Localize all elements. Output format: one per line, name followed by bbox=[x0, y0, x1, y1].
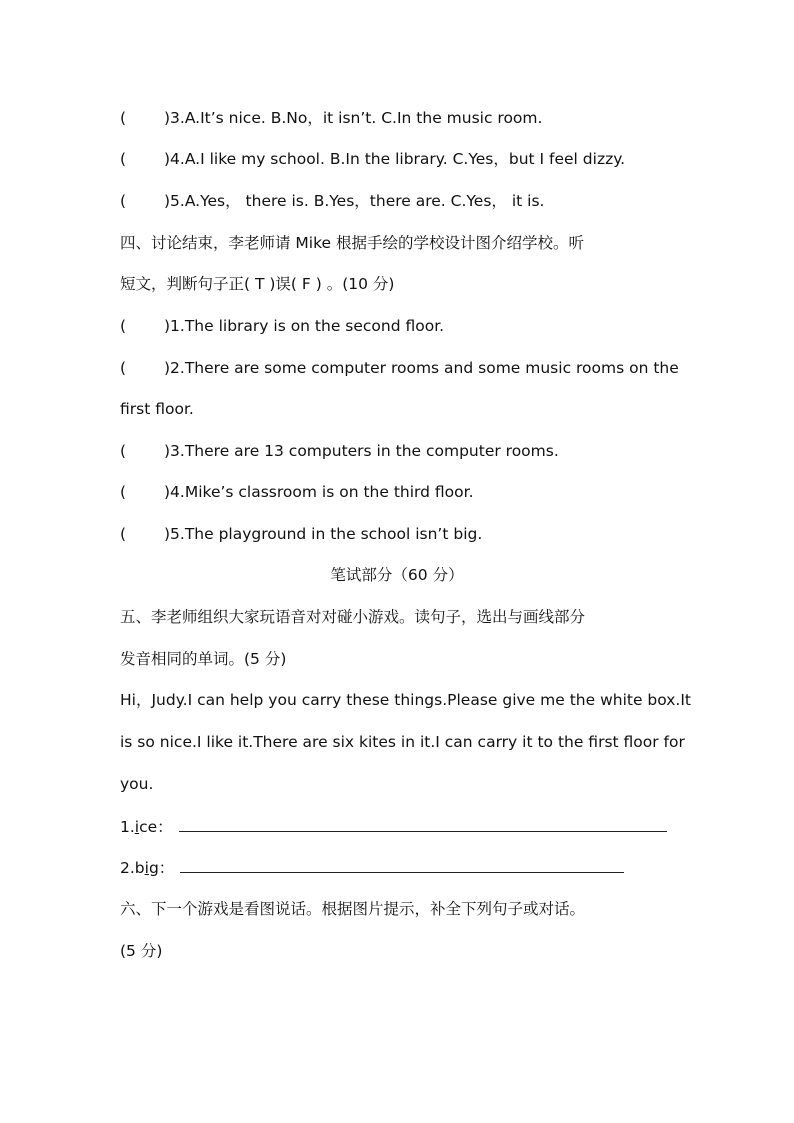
tf-item-2-continued bbox=[120, 398, 680, 420]
underlined-letter: i bbox=[144, 859, 149, 877]
tf-item-3 bbox=[120, 440, 680, 462]
section5-heading-line2: 发音相同的单词。(5 分) bbox=[120, 650, 287, 668]
answer-paren[interactable]: ( bbox=[120, 442, 127, 460]
tf-item-4 bbox=[120, 481, 680, 503]
item-text: )5.The playground in the school isn’t big. bbox=[164, 525, 483, 543]
answer-paren[interactable]: ( bbox=[120, 317, 127, 335]
item-text: )4.Mike’s classroom is on the third floor. bbox=[164, 483, 474, 501]
passage-line-1: Hi，Judy.I can help you carry these things.Please give me the white box.It bbox=[120, 691, 692, 709]
tf-item-1 bbox=[120, 315, 680, 337]
question-number: 1. bbox=[120, 818, 135, 836]
section6-heading-line2: (5 分) bbox=[120, 942, 163, 960]
question-5 bbox=[120, 190, 680, 212]
question-3 bbox=[120, 107, 680, 129]
question-text: )4.A.I like my school. B.In the library. C.Yes，but I feel dizzy. bbox=[164, 150, 626, 168]
section4-heading-line1: 四、讨论结束，李老师请 Mike 根据手绘的学校设计图介绍学校。听 bbox=[120, 234, 584, 252]
answer-paren[interactable]: ( bbox=[120, 525, 127, 543]
underlined-letter: i bbox=[134, 818, 140, 836]
section4-heading-line2: 短文，判断句子正( T )误( F ) 。(10 分) bbox=[120, 275, 395, 293]
answer-line[interactable] bbox=[179, 815, 667, 832]
question-number: 2.b bbox=[120, 859, 145, 877]
section6-heading-line1: 六、下一个游戏是看图说话。根据图片提示，补全下列句子或对话。 bbox=[120, 900, 586, 918]
passage-line-3: you. bbox=[120, 775, 154, 793]
question-text: )3.A.It’s nice. B.No，it isn’t. C.In the music room. bbox=[164, 109, 543, 127]
tf-item-2 bbox=[120, 357, 680, 379]
answer-paren[interactable]: ( bbox=[120, 109, 127, 127]
answer-paren[interactable]: ( bbox=[120, 359, 127, 377]
item-text: )2.There are some computer rooms and some music rooms on the bbox=[164, 359, 679, 377]
written-part-title: 笔试部分（60 分） bbox=[330, 566, 464, 584]
item-text: )1.The library is on the second floor. bbox=[164, 317, 445, 335]
phonics-question-2 bbox=[120, 856, 680, 879]
question-4 bbox=[120, 148, 680, 170]
answer-line[interactable] bbox=[180, 856, 624, 873]
question-word: g： bbox=[148, 859, 175, 877]
answer-paren[interactable]: ( bbox=[120, 192, 127, 210]
passage-line-2: is so nice.I like it.There are six kites in it.I can carry it to the first floor for bbox=[120, 733, 685, 751]
section5-heading-line1: 五、李老师组织大家玩语音对对碰小游戏。读句子，选出与画线部分 bbox=[120, 608, 586, 626]
phonics-question-1 bbox=[120, 815, 680, 838]
question-word: ce： bbox=[139, 818, 173, 836]
item-text: first floor. bbox=[120, 400, 194, 418]
answer-paren[interactable]: ( bbox=[120, 150, 127, 168]
answer-paren[interactable]: ( bbox=[120, 483, 127, 501]
question-text: )5.A.Yes， there is. B.Yes，there are. C.Yes， it is. bbox=[164, 192, 545, 210]
item-text: )3.There are 13 computers in the computer rooms. bbox=[164, 442, 559, 460]
tf-item-5 bbox=[120, 523, 680, 545]
